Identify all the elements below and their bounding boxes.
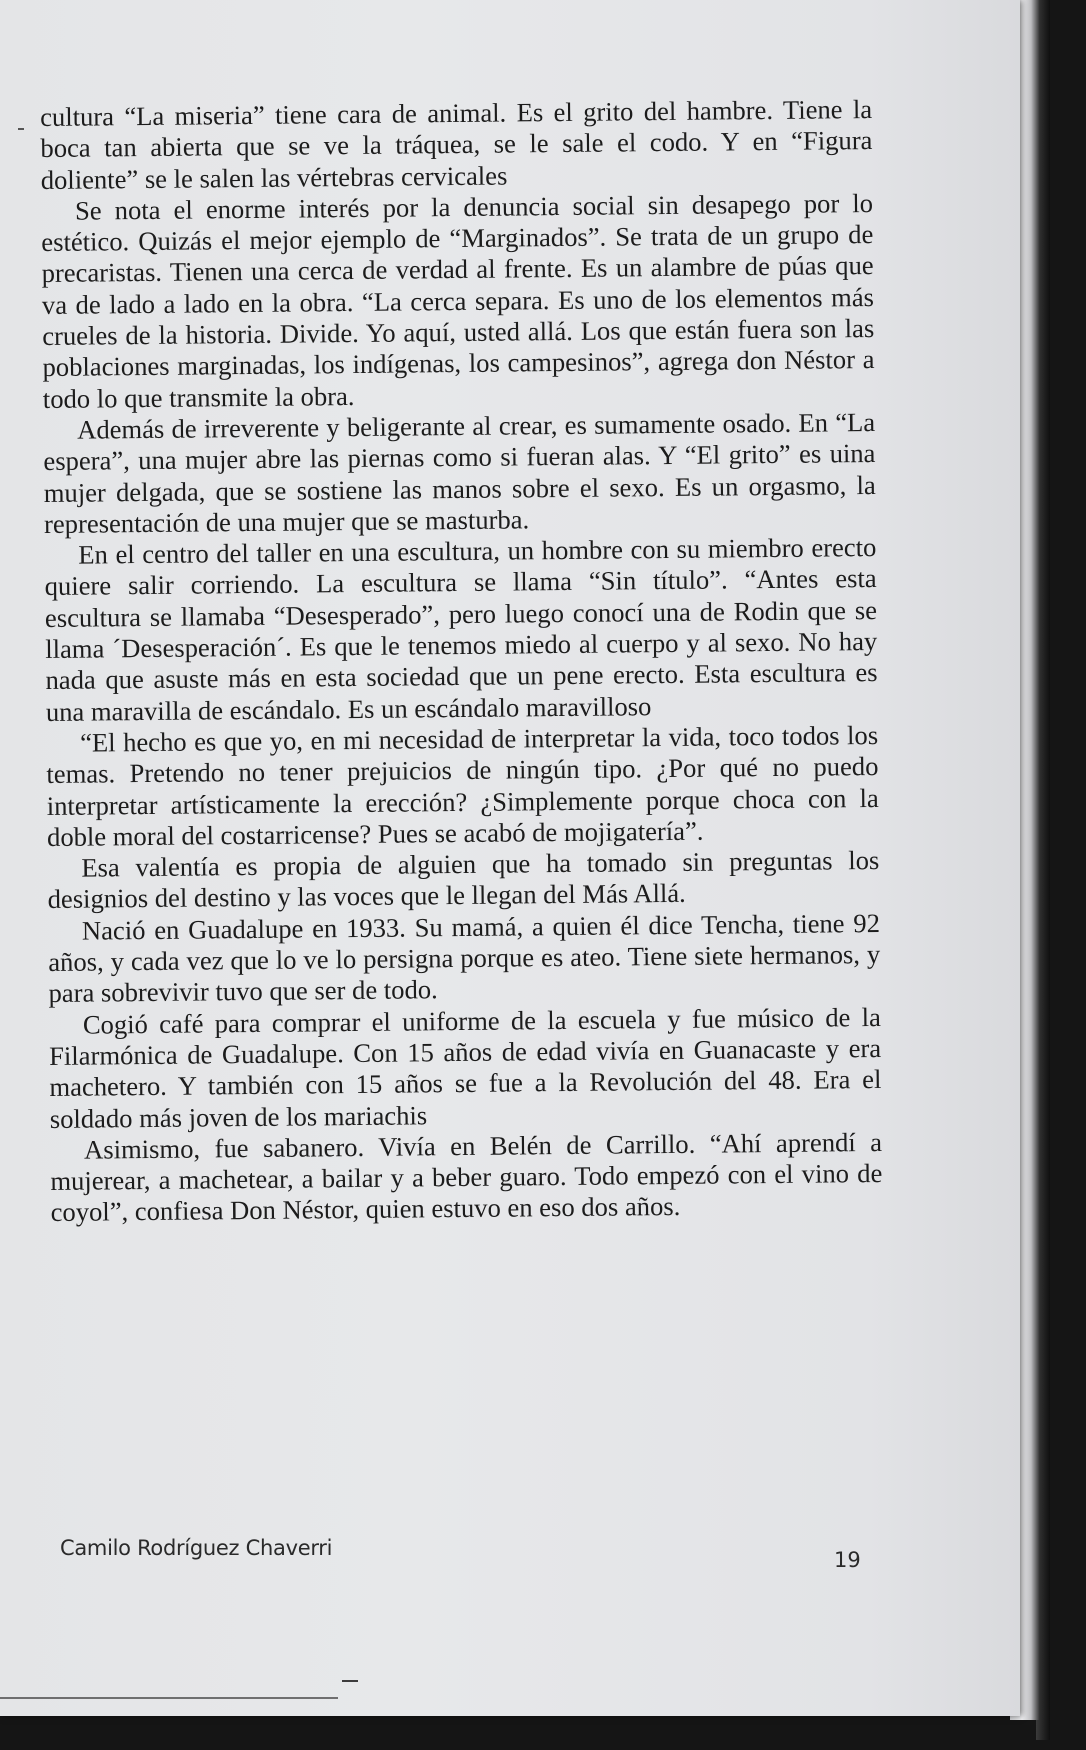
page-number: 19 [834, 1548, 861, 1572]
paragraph: Además de irreverente y beligerante al crear, es sumamente osado. En “La espera”, una mujer abre las piernas como si fueran alas. Y “El grito” es uina mujer delgada, que se sostiene las manos sobre el sexo. Es un orgasmo, la representación de una mujer que se masturba. [43, 406, 876, 539]
bottom-rule [0, 1697, 338, 1699]
paragraph: Se nota el enorme interés por la denuncia social sin desapego por lo estético. Quizás el mejor ejemplo de “Marginados”. Se trata de un grupo de precaristas. Tienen una cerca de verdad al frente. Es un alambre de púas que va de lado a lado en la obra. “La cerca separa. Es uno de los elementos más crueles de la historia. Divide. Yo aquí, usted allá. Los que están fuera son las poblaciones marginadas, los indígenas, los campesinos”, agrega don Néstor a todo lo que transmite la obra. [41, 187, 875, 414]
footer-author: Camilo Rodríguez Chaverri [60, 1536, 333, 1560]
paragraph: Cogió café para comprar el uniforme de la escuela y fue músico de la Filarmónica de Guadalupe. Con 15 años de edad vivía en Guanacaste y era machetero. Y también con 15 años se fue a la Revolución del 48. Era el soldado más joven de los mariachis [49, 1001, 882, 1134]
dash-mark [342, 1680, 358, 1682]
paragraph: “El hecho es que yo, en mi necesidad de interpretar la vida, toco todos los temas. Pretendo no tener prejuicios de ningún tipo. ¿Por qué no puedo interpretar artísticamente la erección? ¿Simplemente porque choca con la doble moral del costarricense? Pues se acabó de mojigatería”. [46, 719, 879, 852]
paragraph: Nació en Guadalupe en 1933. Su mamá, a quien él dice Tencha, tiene 92 años, y cada vez que lo ve lo persigna porque es ateo. Tiene siete hermanos, y para sobrevivir tuvo que ser de todo. [48, 907, 881, 1009]
paragraph: En el centro del taller en una escultura, un hombre con su miembro erecto quiere salir corriendo. La escultura se llama “Sin título”. “Antes esta escultura se llamaba “Desesperado”, pero luego conocí una de Rodin que se llama ´Desesperación´. Es que le tenemos miedo al cuerpo y al sexo. No hay nada que asuste más en esta sociedad que un pene erecto. Esta escultura es una maravilla de escándalo. Es un escándalo maravilloso [44, 532, 878, 727]
margin-mark [18, 128, 24, 130]
paragraph: Esa valentía es propia de alguien que ha tomado sin preguntas los designios del destino y las voces que le llegan del Más Allá. [47, 845, 880, 915]
paragraph: cultura “La miseria” tiene cara de animal. Es el grito del hambre. Tiene la boca tan abierta que se ve la tráquea, se le sale el codo. Y en “Figura doliente” se le salen las vértebras cervicales [40, 94, 873, 195]
body-text [40, 94, 883, 1229]
paragraph: Asimismo, fue sabanero. Vivía en Belén de Carrillo. “Ahí aprendí a mujerear, a machetear, a bailar y a beber guaro. Todo empezó con el vino de coyol”, confiesa Don Néstor, quien estuvo en eso dos años. [50, 1126, 883, 1228]
